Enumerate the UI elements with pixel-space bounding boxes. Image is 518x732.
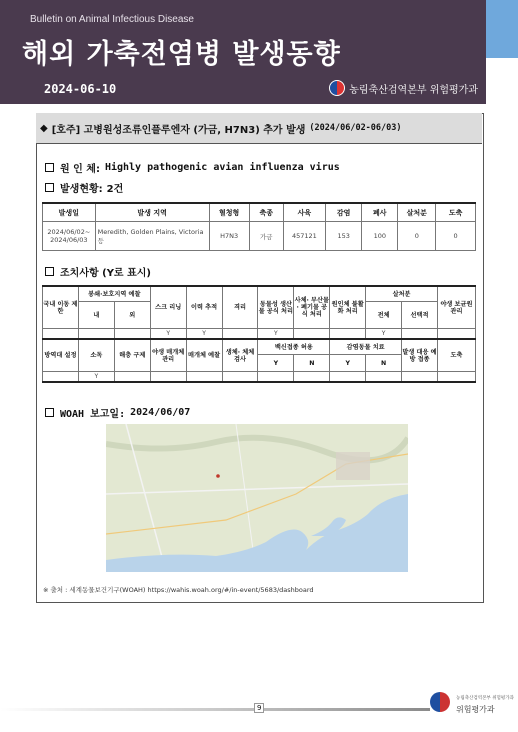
table-cell xyxy=(294,372,330,383)
table-cell xyxy=(222,329,258,340)
report-heading-text: [호주] 고병원성조류인플루엔자 (가금, H7N3) 추가 발생 xyxy=(51,124,306,136)
status-line xyxy=(45,180,123,195)
table-header: 소독 xyxy=(78,339,114,372)
table-cell xyxy=(78,329,114,340)
table-cell: Y xyxy=(78,372,114,383)
measures-line xyxy=(45,264,151,279)
table-cell xyxy=(186,372,222,383)
table-cell xyxy=(43,372,79,383)
table-header: 감염동물 치료 xyxy=(330,339,402,355)
table-header: 발생 대응 예방 접종 xyxy=(402,339,438,372)
table-cell: H7N3 xyxy=(209,222,249,251)
report-heading xyxy=(36,113,482,144)
footer-org: 위험평가과 xyxy=(456,705,495,714)
square-bullet-icon xyxy=(45,183,54,192)
report-date: 2024-06-10 xyxy=(44,82,117,96)
footer-divider xyxy=(0,708,430,711)
table-row xyxy=(43,222,476,251)
table-cell: 457121 xyxy=(283,222,325,251)
table-header: 선택적 xyxy=(402,302,438,329)
table-cell: Y xyxy=(366,329,402,340)
table-cell: Y xyxy=(150,329,186,340)
table-cell xyxy=(402,329,438,340)
table-header: 발생 지역 xyxy=(95,203,209,222)
diamond-bullet-icon: ◆ xyxy=(40,122,48,134)
table-cell xyxy=(258,372,294,383)
corner-accent xyxy=(486,0,518,58)
table-cell: 153 xyxy=(326,222,362,251)
table-header: 감염 xyxy=(326,203,362,222)
table-header: 백신접종 허용 xyxy=(258,339,330,355)
page-title: 해외 가축전염병 발생동향 xyxy=(22,39,341,70)
pathogen-value: Highly pathogenic avian influenza virus xyxy=(104,162,340,173)
table-cell xyxy=(114,372,150,383)
table-cell xyxy=(437,372,475,383)
header-org xyxy=(329,80,478,96)
table-cell: 0 xyxy=(398,222,436,251)
pathogen-label: 원 인 체: xyxy=(60,164,100,175)
map-graphic xyxy=(106,424,408,572)
table-header: 동물성 생산물 공식 처리 xyxy=(258,286,294,329)
table-header: Y xyxy=(258,355,294,372)
table-header: 야생 보균원 관리 xyxy=(437,286,475,329)
pathogen-line xyxy=(45,160,340,175)
table-header: 방역대 설정 xyxy=(43,339,79,372)
table-header: 국내 이동 제한 xyxy=(43,286,79,329)
table-header: 이력 추적 xyxy=(186,286,222,329)
table-row xyxy=(43,329,476,340)
square-bullet-icon xyxy=(45,163,54,172)
taegeuk-logo-icon xyxy=(430,692,450,712)
table-header: 발생일 xyxy=(43,203,96,222)
table-header: 봉쇄·보호지역 예찰 xyxy=(78,286,150,302)
table-header: 전체 xyxy=(366,302,402,329)
table-cell: 0 xyxy=(436,222,476,251)
table-cell xyxy=(402,372,438,383)
page-number: 9 xyxy=(254,703,264,713)
header-org-name: 농림축산검역본부 위험평가과 xyxy=(349,84,478,96)
report-date-range: (2024/06/02-06/03) xyxy=(309,123,402,133)
woah-date: 2024/06/07 xyxy=(130,407,191,418)
woah-line xyxy=(45,405,190,420)
outbreak-table xyxy=(42,202,476,251)
table-header-row xyxy=(43,339,476,355)
table-cell xyxy=(222,372,258,383)
table-header: 도축 xyxy=(437,339,475,372)
status-value: 2건 xyxy=(106,184,124,195)
table-header: N xyxy=(294,355,330,372)
table-cell: Meredith, Golden Plains, Victoria 등 xyxy=(95,222,209,251)
measures-table xyxy=(42,285,476,383)
table-cell xyxy=(114,329,150,340)
table-cell xyxy=(294,329,330,340)
table-cell xyxy=(366,372,402,383)
corner-accent-white xyxy=(486,58,518,104)
taegeuk-logo-icon xyxy=(329,80,345,96)
measures-label: 조치사항 (Y로 표시) xyxy=(60,268,151,279)
table-header: 내 xyxy=(78,302,114,329)
table-header: 혈청형 xyxy=(209,203,249,222)
table-header: 도축 xyxy=(436,203,476,222)
table-cell: Y xyxy=(258,329,294,340)
table-cell xyxy=(330,372,366,383)
table-row xyxy=(43,372,476,383)
table-header: Y xyxy=(330,355,366,372)
square-bullet-icon xyxy=(45,408,54,417)
table-cell xyxy=(150,372,186,383)
table-header: 살처분 xyxy=(398,203,436,222)
status-label: 발생현황: xyxy=(60,184,103,195)
table-cell: 100 xyxy=(362,222,398,251)
table-header: 외 xyxy=(114,302,150,329)
table-header: N xyxy=(366,355,402,372)
footer-org-small: 농림축산검역본부 위험평가과 xyxy=(456,696,514,701)
table-header-row xyxy=(43,203,476,222)
source-note: ※ 출처 : 세계동물보건기구(WOAH) https://wahis.woah.org/#/in-event/5683/dashboard xyxy=(43,586,314,594)
table-cell: 2024/06/02~ 2024/06/03 xyxy=(43,222,96,251)
table-header: 야생 매개체 관리 xyxy=(150,339,186,372)
table-header: 원인체 불활화 처리 xyxy=(330,286,366,329)
table-header-row xyxy=(43,286,476,302)
outbreak-map xyxy=(106,424,408,572)
bulletin-subtitle: Bulletin on Animal Infectious Disease xyxy=(30,14,194,25)
table-header: 매개체 예찰 xyxy=(186,339,222,372)
table-header: 스크 리닝 xyxy=(150,286,186,329)
table-cell xyxy=(330,329,366,340)
table-cell xyxy=(437,329,475,340)
woah-label: WOAH 보고일: xyxy=(60,409,126,420)
table-header: 해충 구제 xyxy=(114,339,150,372)
table-header: 사체· 부산물· 폐기물 공식 처리 xyxy=(294,286,330,329)
table-header: 생체· 체체 검사 xyxy=(222,339,258,372)
table-cell xyxy=(43,329,79,340)
table-header: 격리 xyxy=(222,286,258,329)
table-header: 사육 xyxy=(283,203,325,222)
table-cell: Y xyxy=(186,329,222,340)
table-header: 살처분 xyxy=(366,286,438,302)
table-cell: 가금 xyxy=(249,222,283,251)
square-bullet-icon xyxy=(45,267,54,276)
table-header: 폐사 xyxy=(362,203,398,222)
table-header: 축종 xyxy=(249,203,283,222)
